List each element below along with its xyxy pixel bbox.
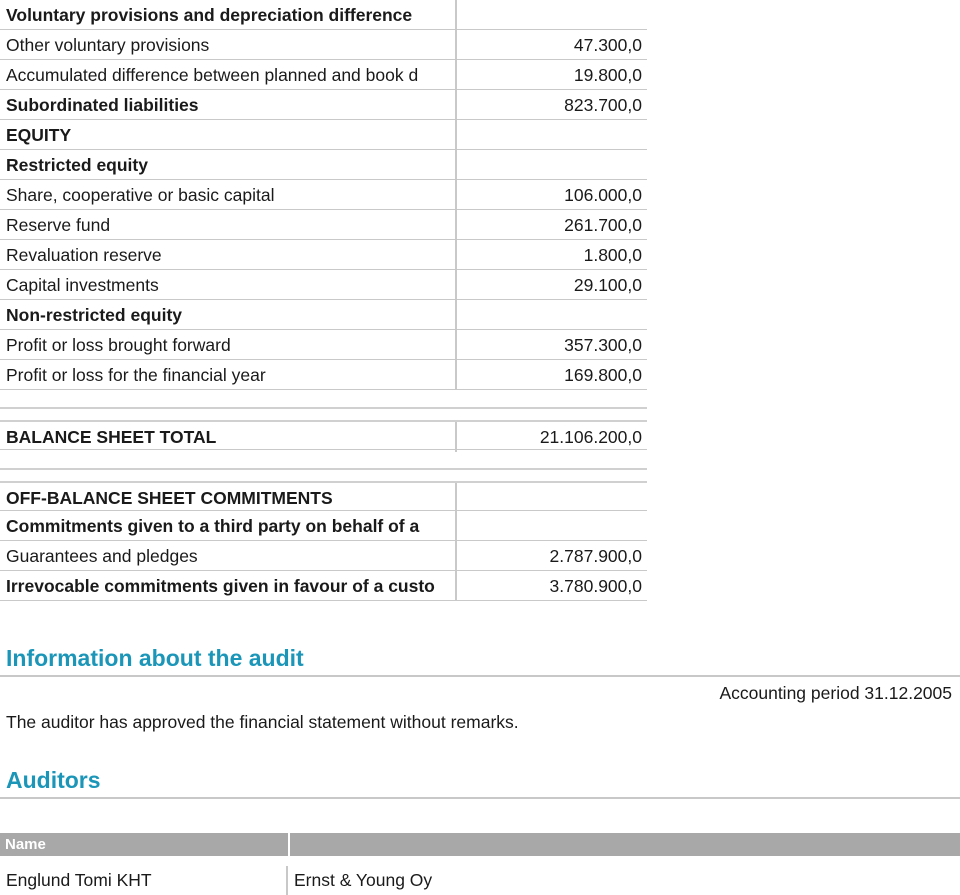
row-label: OFF-BALANCE SHEET COMMITMENTS [6, 488, 333, 508]
table-row [0, 541, 647, 571]
row-value: 2.787.900,0 [455, 541, 642, 571]
row-value: 3.780.900,0 [455, 571, 642, 601]
table-row [0, 120, 647, 150]
section-divider [0, 675, 960, 677]
divider [0, 407, 647, 409]
table-row [0, 330, 647, 360]
row-label: Voluntary provisions and depreciation difference [6, 5, 413, 25]
accounting-period: Accounting period 31.12.2005 [719, 683, 952, 703]
row-label: Share, cooperative or basic capital [6, 185, 275, 205]
row-value: 1.800,0 [455, 240, 642, 270]
table-row [0, 180, 647, 210]
row-label: Capital investments [6, 275, 159, 295]
table-row [0, 150, 647, 180]
row-value [455, 483, 642, 513]
row-value [455, 150, 642, 180]
row-label: Guarantees and pledges [6, 546, 198, 566]
row-value [455, 300, 642, 330]
row-label: Profit or loss brought forward [6, 335, 231, 355]
auditors-table-header-blank [290, 833, 960, 856]
row-label: Other voluntary provisions [6, 35, 210, 55]
table-row [0, 270, 647, 300]
divider [0, 468, 647, 470]
balance-total-table [0, 420, 647, 450]
row-value: 106.000,0 [455, 180, 642, 210]
row-label: Profit or loss for the financial year [6, 365, 266, 385]
row-label: Reserve fund [6, 215, 111, 235]
row-value: 823.700,0 [455, 90, 642, 120]
table-row [0, 360, 647, 390]
row-label: Irrevocable commitments given in favour of a custo [6, 576, 435, 596]
auditor-name: Englund Tomi KHT [6, 870, 152, 890]
table-row [0, 481, 647, 511]
row-value: 19.800,0 [455, 60, 642, 90]
row-label: Revaluation reserve [6, 245, 162, 265]
row-label: EQUITY [6, 125, 72, 145]
row-value [455, 120, 642, 150]
table-row [0, 571, 647, 601]
row-label: Non-restricted equity [6, 305, 182, 325]
row-value: 357.300,0 [455, 330, 642, 360]
table-row [0, 60, 647, 90]
row-value [455, 511, 642, 541]
section-divider [0, 797, 960, 799]
auditors-table-header [0, 833, 288, 856]
row-label: Subordinated liabilities [6, 95, 199, 115]
row-value: 261.700,0 [455, 210, 642, 240]
row-value: 169.800,0 [455, 360, 642, 390]
row-label: Accumulated difference between planned and book d [6, 65, 419, 85]
table-row [0, 420, 647, 450]
total-label: BALANCE SHEET TOTAL [6, 427, 217, 447]
row-label: Restricted equity [6, 155, 148, 175]
table-row [0, 210, 647, 240]
row-value: 47.300,0 [455, 30, 642, 60]
row-value: 29.100,0 [455, 270, 642, 300]
table-row [0, 511, 647, 541]
auditors-section-title: Auditors [6, 767, 101, 793]
audit-statement: The auditor has approved the financial statement without remarks. [6, 712, 519, 732]
total-value: 21.106.200,0 [455, 422, 642, 452]
table-row [0, 240, 647, 270]
table-row [0, 300, 647, 330]
row-label: Commitments given to a third party on behalf of a [6, 516, 420, 536]
table-row [0, 90, 647, 120]
commitments-table [0, 481, 647, 601]
table-row [0, 0, 647, 30]
audit-section-title: Information about the audit [6, 645, 304, 671]
auditor-firm: Ernst & Young Oy [286, 866, 960, 895]
balance-sheet-table [0, 0, 647, 390]
table-row [0, 30, 647, 60]
row-value [455, 0, 642, 30]
column-header-name: Name [5, 836, 46, 853]
